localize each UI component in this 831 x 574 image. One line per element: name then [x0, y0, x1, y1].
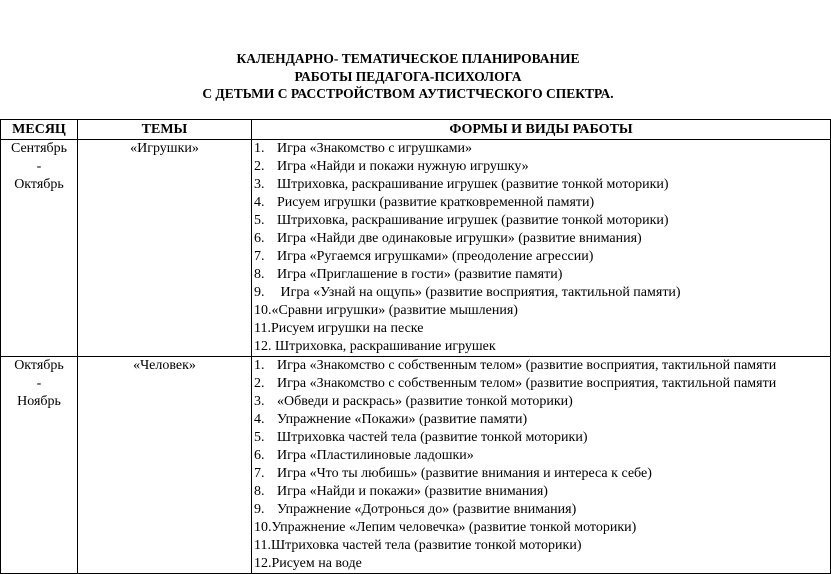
- list-item: [252, 230, 830, 248]
- item-text: Игра «Знакомство с игрушками»: [277, 141, 473, 156]
- list-item: [252, 338, 830, 356]
- list-item: [252, 501, 830, 519]
- title-line: КАЛЕНДАРНО- ТЕМАТИЧЕСКОЕ ПЛАНИРОВАНИЕ: [236, 51, 580, 66]
- month-line: Сентябрь: [10, 141, 68, 156]
- item-number: 12.: [254, 339, 272, 354]
- item-text: Игра «Приглашение в гости» (развитие памяти): [277, 267, 563, 282]
- item-number: 6.: [254, 231, 265, 246]
- item-text: Рисуем игрушки на песке: [270, 321, 424, 336]
- month-line: -: [36, 159, 42, 174]
- list-item: [252, 302, 830, 320]
- item-number: 7.: [254, 466, 265, 481]
- list-item: [252, 465, 830, 483]
- list-item: [252, 357, 830, 375]
- list-item: [252, 483, 830, 501]
- month-cell: [1, 140, 78, 357]
- item-text: «Обведи и раскрась» (развитие тонкой моторики): [277, 394, 573, 409]
- list-item: [252, 158, 830, 176]
- topic-text: «Игрушки»: [130, 141, 199, 156]
- list-item: [252, 194, 830, 212]
- list-item: [252, 140, 830, 158]
- item-number: 10.: [254, 303, 272, 318]
- month-line: Октябрь: [14, 177, 64, 192]
- item-number: 1.: [254, 141, 265, 156]
- item-text: Упражнение «Покажи» (развитие памяти): [277, 412, 528, 427]
- item-text: Игра «Найди и покажи нужную игрушку»: [277, 159, 529, 174]
- item-number: 4.: [254, 412, 265, 427]
- item-text: Игра «Что ты любишь» (развитие внимания и интереса к себе): [277, 466, 652, 481]
- list-item: [252, 320, 830, 338]
- item-number: 1.: [254, 358, 265, 373]
- item-text: Игра «Пластилиновые ладошки»: [277, 448, 474, 463]
- topic-text: «Человек»: [133, 358, 196, 373]
- item-number: 3.: [254, 394, 265, 409]
- item-text: Упражнение «Лепим человечка» (развитие тонкой моторики): [271, 520, 637, 535]
- title-line: С ДЕТЬМИ С РАССТРОЙСТВОМ АУТИСТЧЕСКОГО СПЕКТРА.: [202, 86, 614, 101]
- item-number: 11.: [254, 538, 271, 553]
- item-number: 3.: [254, 177, 265, 192]
- item-number: 10.: [254, 520, 272, 535]
- item-text: Упражнение «Дотронься до» (развитие внимания): [277, 502, 577, 517]
- table-header-row: [1, 120, 831, 140]
- item-text: Штриховка частей тела (развитие тонкой моторики): [270, 538, 582, 553]
- list-item: [252, 212, 830, 230]
- item-number: 9.: [254, 502, 265, 517]
- item-text: Игра «Найди две одинаковые игрушки» (развитие внимания): [277, 231, 642, 246]
- month-line: -: [36, 376, 42, 391]
- item-text: Штриховка частей тела (развитие тонкой моторики): [277, 430, 588, 445]
- item-number: 8.: [254, 267, 265, 282]
- item-text: Штриховка, раскрашивание игрушек (развитие тонкой моторики): [277, 213, 669, 228]
- activities-cell: [252, 357, 831, 574]
- item-number: 11.: [254, 321, 271, 336]
- item-number: 12.: [254, 556, 272, 571]
- list-item: [252, 375, 830, 393]
- item-number: 7.: [254, 249, 265, 264]
- item-text: «Сравни игрушки» (развитие мышления): [271, 303, 518, 318]
- planning-table: [0, 119, 831, 574]
- list-item: [252, 411, 830, 429]
- item-text: Игра «Знакомство с собственным телом» (развитие восприятия, тактильной памяти: [277, 376, 777, 391]
- header-forms: ФОРМЫ И ВИДЫ РАБОТЫ: [252, 120, 831, 140]
- list-item: [252, 176, 830, 194]
- item-text: Игра «Знакомство с собственным телом» (развитие восприятия, тактильной памяти: [277, 358, 777, 373]
- topic-cell: [78, 357, 252, 574]
- table-row: [1, 357, 831, 574]
- item-number: 5.: [254, 213, 265, 228]
- table-row: [1, 140, 831, 357]
- header-month: МЕСЯЦ: [1, 120, 78, 140]
- list-item: [252, 393, 830, 411]
- list-item: [252, 519, 830, 537]
- list-item: [252, 447, 830, 465]
- item-text: Игра «Найди и покажи» (развитие внимания): [277, 484, 548, 499]
- item-text: Штриховка, раскрашивание игрушек (развитие тонкой моторики): [277, 177, 669, 192]
- item-number: 9.: [254, 285, 265, 300]
- list-item: [252, 284, 830, 302]
- item-text: Рисуем игрушки (развитие кратковременной памяти): [277, 195, 595, 210]
- list-item: [252, 266, 830, 284]
- activities-cell: [252, 140, 831, 357]
- item-text: Штриховка, раскрашивание игрушек: [271, 339, 496, 354]
- topic-cell: [78, 140, 252, 357]
- item-number: 2.: [254, 376, 265, 391]
- list-item: [252, 248, 830, 266]
- item-number: 4.: [254, 195, 265, 210]
- item-number: 8.: [254, 484, 265, 499]
- item-text: Рисуем на воде: [271, 556, 362, 571]
- list-item: [252, 537, 830, 555]
- document-title: [0, 50, 816, 103]
- month-line: Октябрь: [14, 358, 64, 373]
- item-number: 2.: [254, 159, 265, 174]
- month-cell: [1, 357, 78, 574]
- month-line: Ноябрь: [17, 394, 61, 409]
- list-item: [252, 429, 830, 447]
- item-text: Игра «Ругаемся игрушками» (преодоление агрессии): [277, 249, 594, 264]
- list-item: [252, 555, 830, 573]
- item-text: Игра «Узнай на ощупь» (развитие восприятия, тактильной памяти): [277, 285, 681, 300]
- item-number: 6.: [254, 448, 265, 463]
- item-number: 5.: [254, 430, 265, 445]
- title-line: РАБОТЫ ПЕДАГОГА-ПСИХОЛОГА: [294, 68, 522, 84]
- header-topics: ТЕМЫ: [78, 120, 252, 140]
